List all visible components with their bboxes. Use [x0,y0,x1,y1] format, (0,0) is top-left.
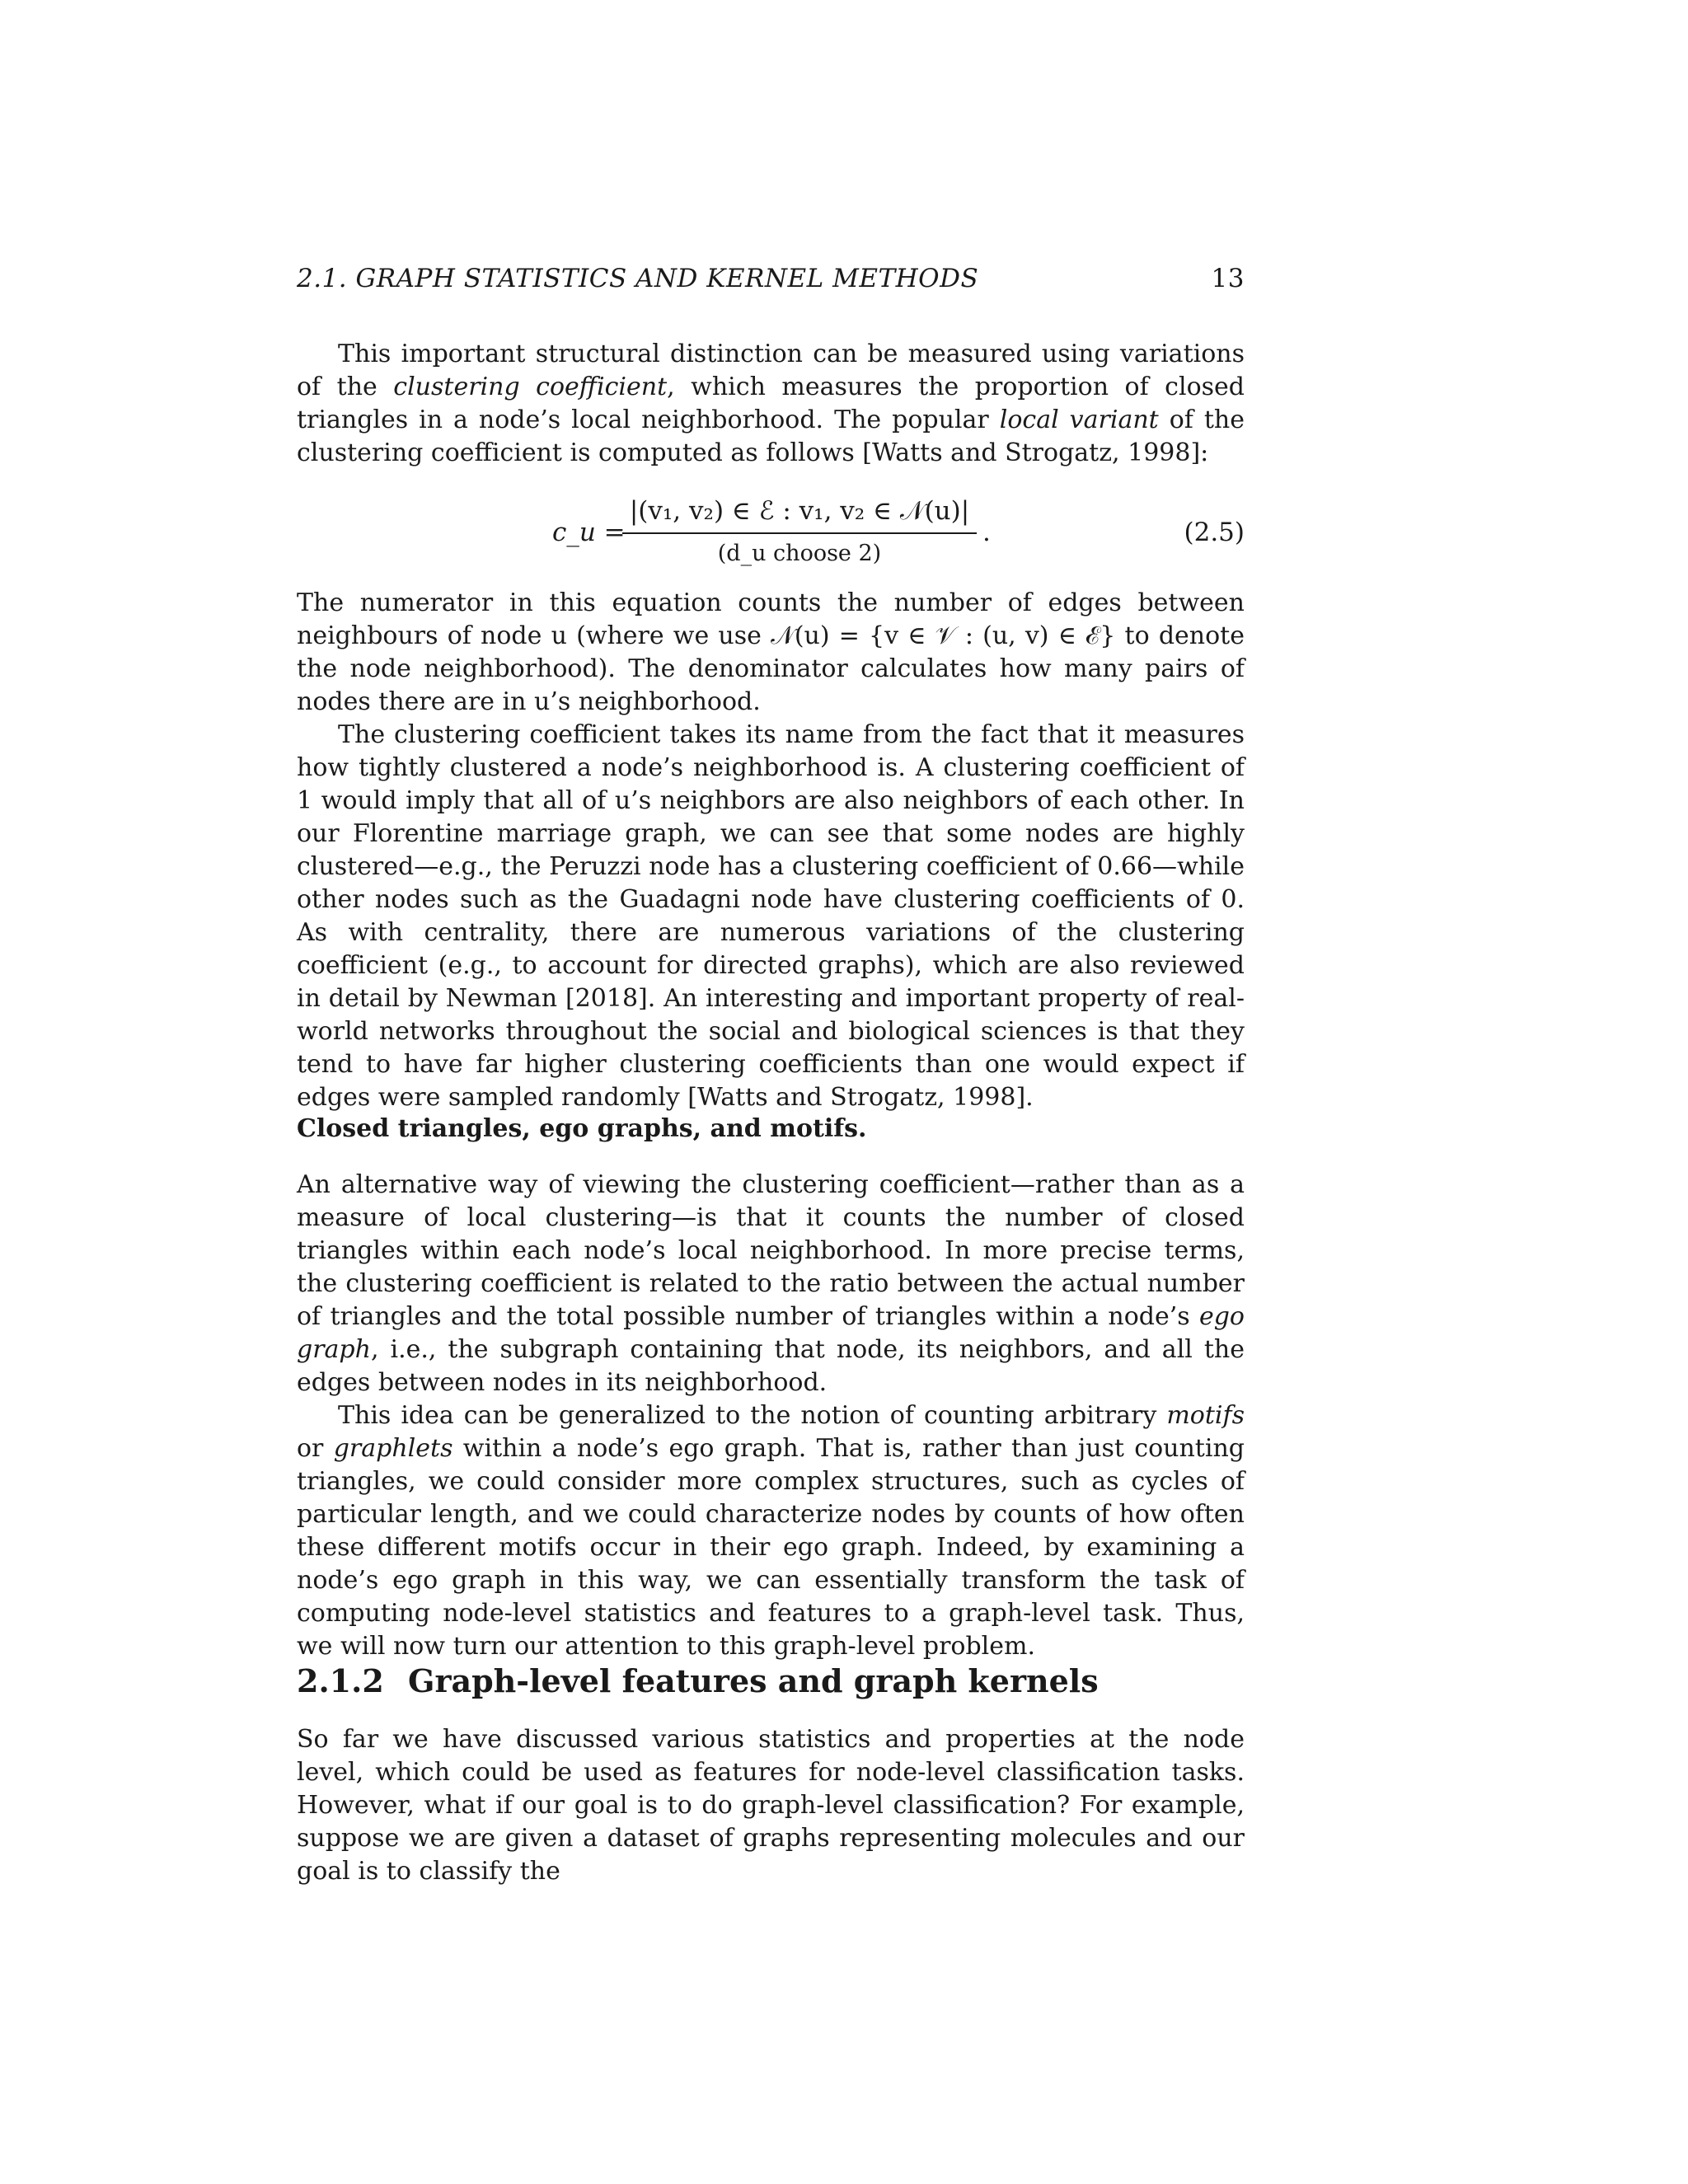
page-number: 13 [1211,264,1245,293]
fraction-bar [622,532,977,534]
motif-text-1: This idea can be generalized to the notion of counting arbitrary [338,1401,1167,1430]
equation-2-5 [297,493,1245,583]
section-title: Graph-level features and graph kernels [408,1662,1099,1699]
motif-text-2: or [297,1434,334,1463]
term-motifs: motifs [1166,1401,1245,1430]
body-block-1 [297,587,1245,1114]
term-local-variant: local variant [999,405,1159,434]
running-head [297,264,1245,305]
section-number: 2.1.2 [297,1662,384,1699]
motif-paragraph [297,1399,1245,1663]
term-ego-graph: ego graph [297,1302,1245,1364]
subsection-block [297,1113,1245,1663]
numerator-paragraph: The numerator in this equation counts the number of edges between neighbours of node u (where we use 𝒩(u) = {v ∈ 𝒱 : (u, v) ∈ ℰ} to denote the node neighborhood). The denominator calculates how many pairs of nodes there are in u’s neighborhood. [297,588,1245,716]
equation-period: . [982,518,991,547]
equation-fraction [622,493,977,570]
term-clustering-coefficient: clustering coefficient [393,373,668,401]
section-paragraph: So far we have discussed various statistics and properties at the node level, which could be used as features for node-level classification tasks. However, what if our goal is to do graph-level classification? For example, suppose we are given a dataset of graphs representing molecules and our goal is to classify the [297,1725,1245,1886]
paragraph-heading: Closed triangles, ego graphs, and motifs. [297,1114,867,1143]
clustering-paragraph: The clustering coefficient takes its name from the fact that it measures how tightly clustered a node’s neighborhood is. A clustering coefficient of 1 would imply that all of u’s neighbors are also neighbors of each other. In our Florentine marriage graph, we can see that some nodes are highly clustered—e.g., the Peruzzi node has a clustering coefficient of 0.66—while other nodes such as the Guadagni node have clustering coefficients of 0. As with centrality, there are numerous variations of the clustering coefficient (e.g., to account for directed graphs), which are also reviewed in detail by Newman [2018]. An interesting and important property of real-world networks throughout the social and biological sciences is that they tend to have far higher clustering coefficients than one would expect if edges were sampled randomly [Watts and Strogatz, 1998]. [297,720,1245,1112]
intro-paragraph [297,338,1245,470]
ego-text-2: , i.e., the subgraph containing that node, its neighbors, and all the edges between nodes in its neighborhood. [297,1335,1245,1397]
running-title: 2.1. GRAPH STATISTICS AND KERNEL METHODS [297,264,979,293]
equation-numerator: |(v₁, v₂) ∈ ℰ : v₁, v₂ ∈ 𝒩(u)| [629,496,970,526]
section-heading [297,1661,1245,1702]
intro-paragraph-block [297,338,1245,470]
motif-text-3: within a node’s ego graph. That is, rather than just counting triangles, we could consider more complex structures, such as cycles of particular length, and we could characterize nodes by counts of how often these different motifs occur in their ego graph. Indeed, by examining a node’s ego graph in this way, we can essentially transform the task of computing node-level statistics and features to a graph-level task. Thus, we will now turn our attention to this graph-level problem. [297,1434,1245,1661]
intro-text-2: , which measures the proportion of closed triangles in a node’s local neighborhood. The popular [297,373,1245,434]
ego-text-1: An alternative way of viewing the clustering coefficient—rather than as a measure of local clustering—is that it counts the number of closed triangles within each node’s local neighborhood. In more precise terms, the clustering coefficient is related to the ratio between the actual number of triangles and the total possible number of triangles within a node’s [297,1170,1245,1331]
ego-paragraph [297,1169,1245,1399]
intro-text-1: This important structural distinction can be measured using variations of the [297,340,1245,401]
equation-lhs: c_u = [552,518,626,547]
section-block [297,1661,1245,1888]
intro-text-3: of the clustering coefficient is computed as follows [Watts and Strogatz, 1998]: [297,405,1245,467]
term-graphlets: graphlets [333,1434,453,1463]
equation-denominator: (d_u choose 2) [717,541,882,566]
equation-number: (2.5) [1184,518,1245,547]
